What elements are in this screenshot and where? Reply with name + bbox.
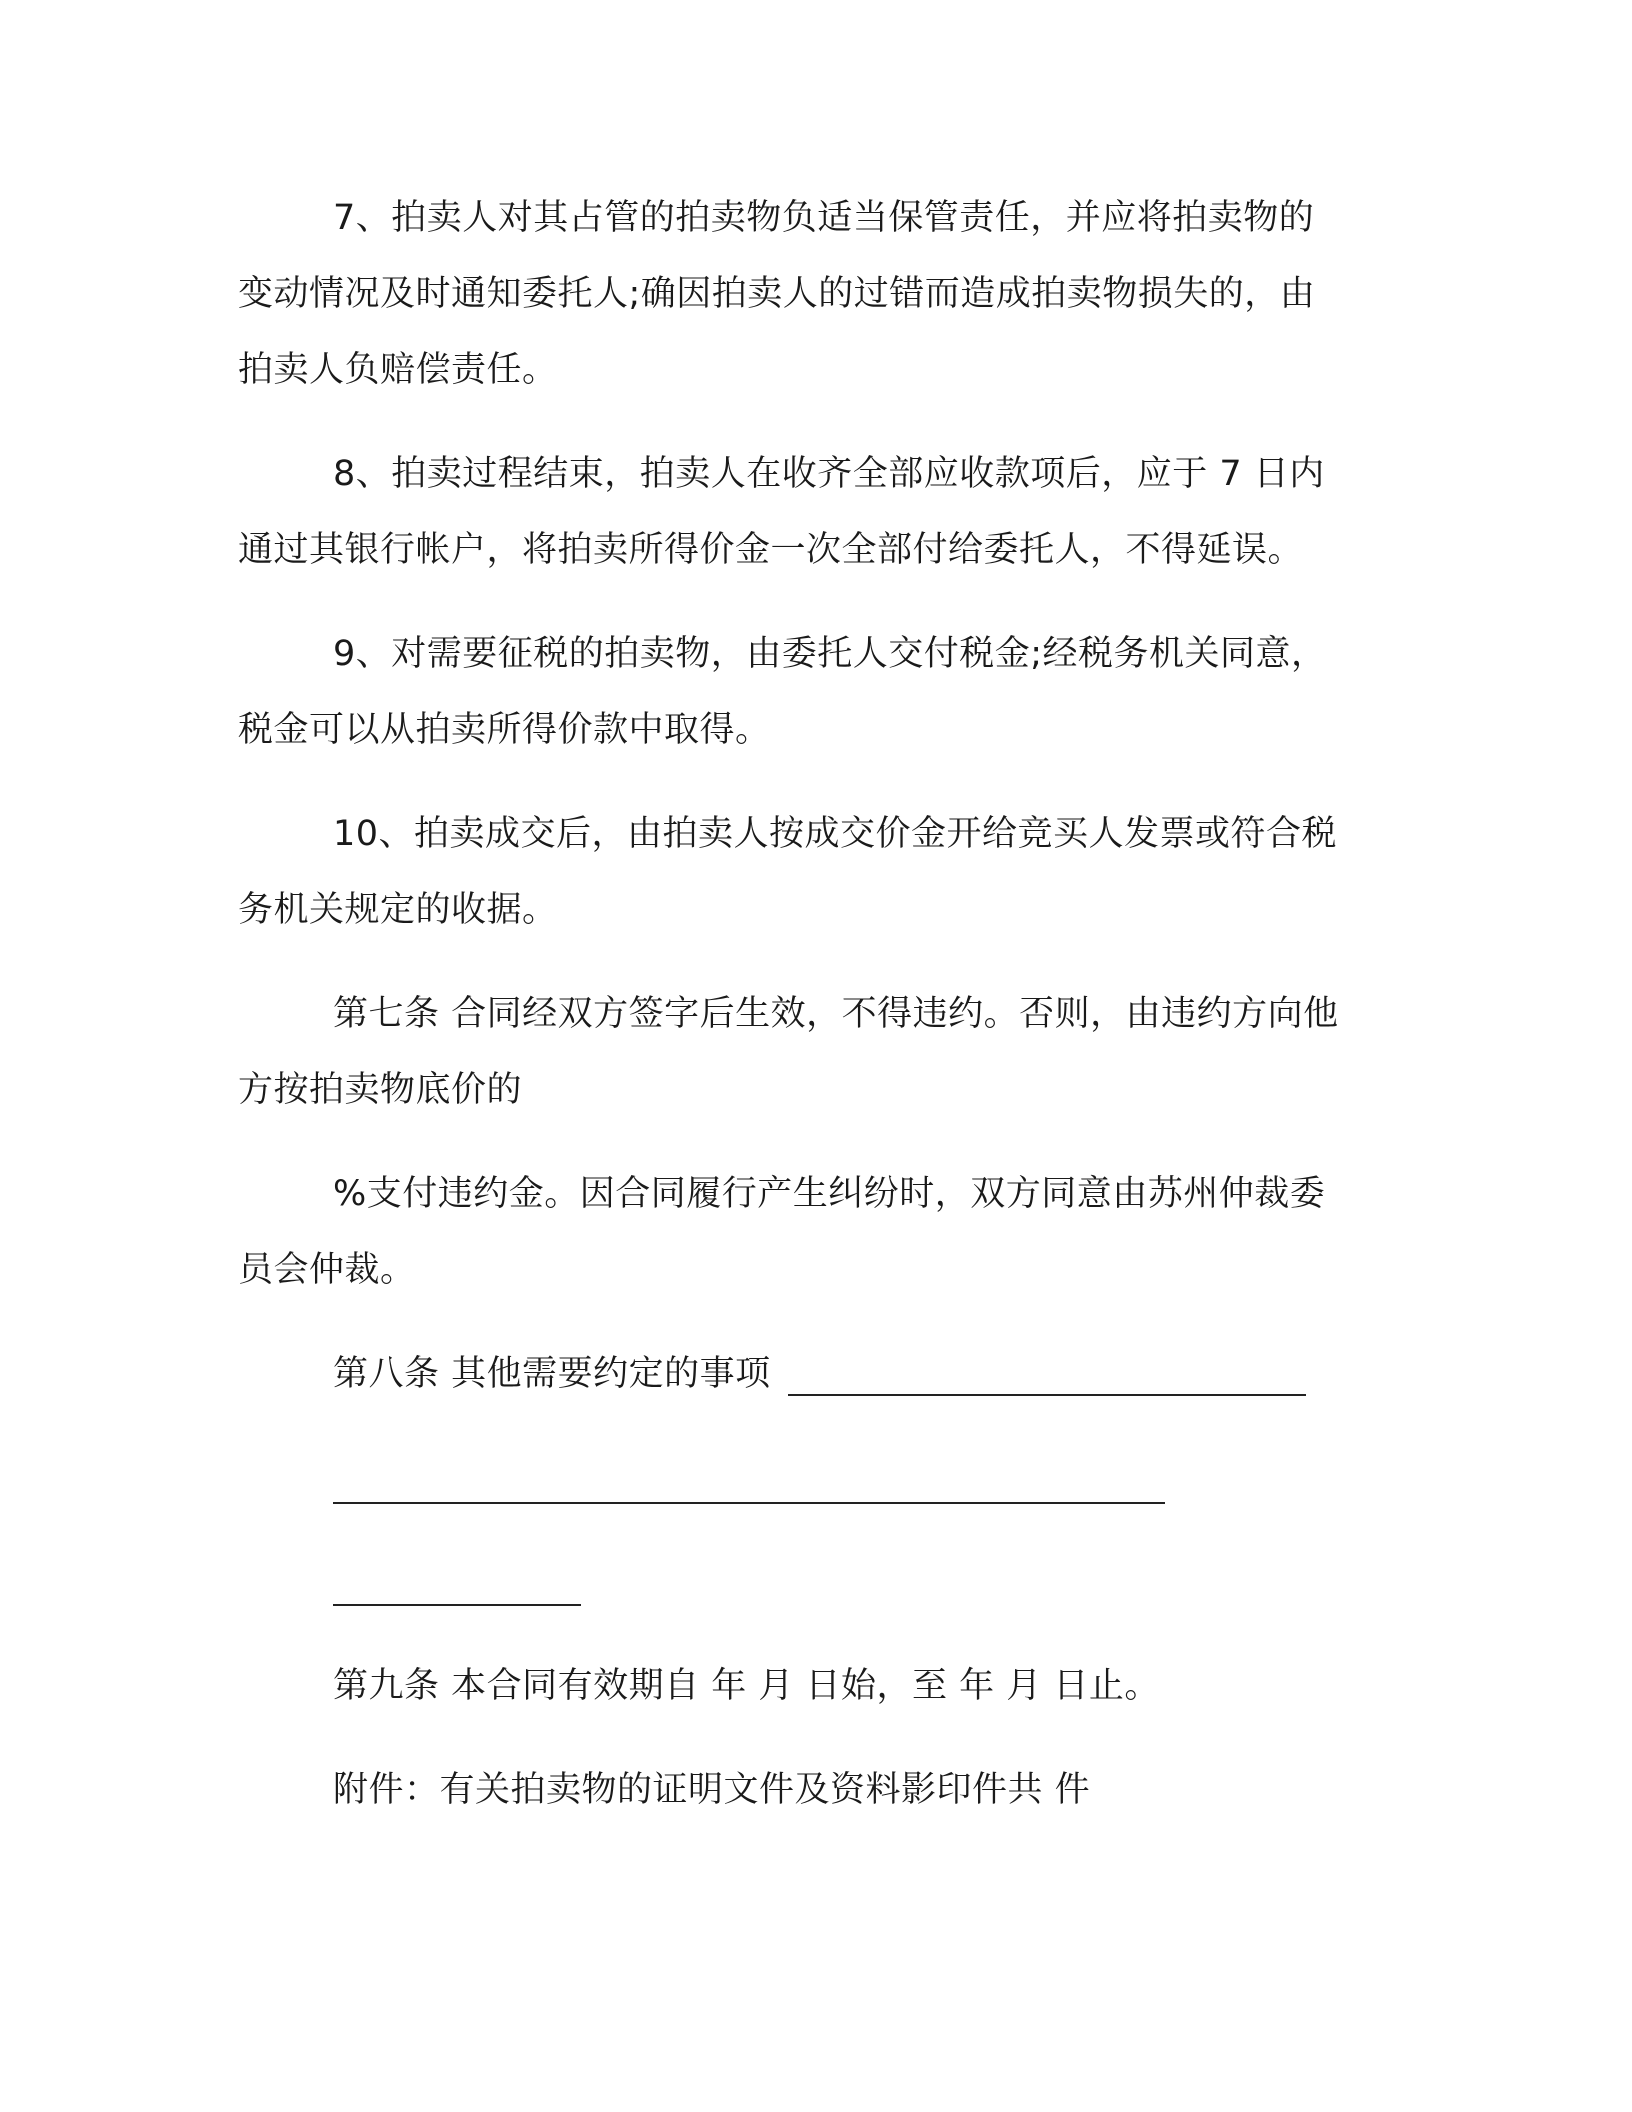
clause-10-line-2: 务机关规定的收据。: [238, 890, 558, 930]
article-8-heading: 第八条 其他需要约定的事项: [333, 1354, 771, 1394]
clause-7-line-2: 变动情况及时通知委托人;确因拍卖人的过错而造成拍卖物损失的，由: [238, 274, 1316, 314]
article-8-blank-line-3: [333, 1604, 581, 1606]
article-9-text: 第九条 本合同有效期自 年 月 日始，至 年 月 日止。: [333, 1666, 1160, 1706]
clause-7-line-3: 拍卖人负赔偿责任。: [238, 350, 558, 390]
article-7-line-3: %支付违约金。因合同履行产生纠纷时，双方同意由苏州仲裁委: [333, 1174, 1326, 1214]
clause-8-line-2: 通过其银行帐户，将拍卖所得价金一次全部付给委托人，不得延误。: [238, 530, 1304, 570]
clause-9-line-1: 9、对需要征税的拍卖物，由委托人交付税金;经税务机关同意，: [333, 634, 1327, 674]
clause-10-line-1: 10、拍卖成交后，由拍卖人按成交价金开给竞买人发票或符合税: [333, 814, 1338, 854]
article-7-line-1: 第七条 合同经双方签字后生效，不得违约。否则，由违约方向他: [333, 994, 1339, 1034]
article-7-line-4: 员会仲裁。: [238, 1250, 416, 1290]
article-8-blank-line-2: [333, 1502, 1165, 1504]
article-7-line-2: 方按拍卖物底价的: [238, 1070, 523, 1110]
clause-8-line-1: 8、拍卖过程结束，拍卖人在收齐全部应收款项后，应于 7 日内: [333, 454, 1325, 494]
article-8-blank-line-1: [788, 1394, 1306, 1396]
clause-9-line-2: 税金可以从拍卖所得价款中取得。: [238, 710, 771, 750]
attachment-text: 附件：有关拍卖物的证明文件及资料影印件共 件: [333, 1770, 1091, 1810]
clause-7-line-1: 7、拍卖人对其占管的拍卖物负适当保管责任，并应将拍卖物的: [333, 198, 1315, 238]
